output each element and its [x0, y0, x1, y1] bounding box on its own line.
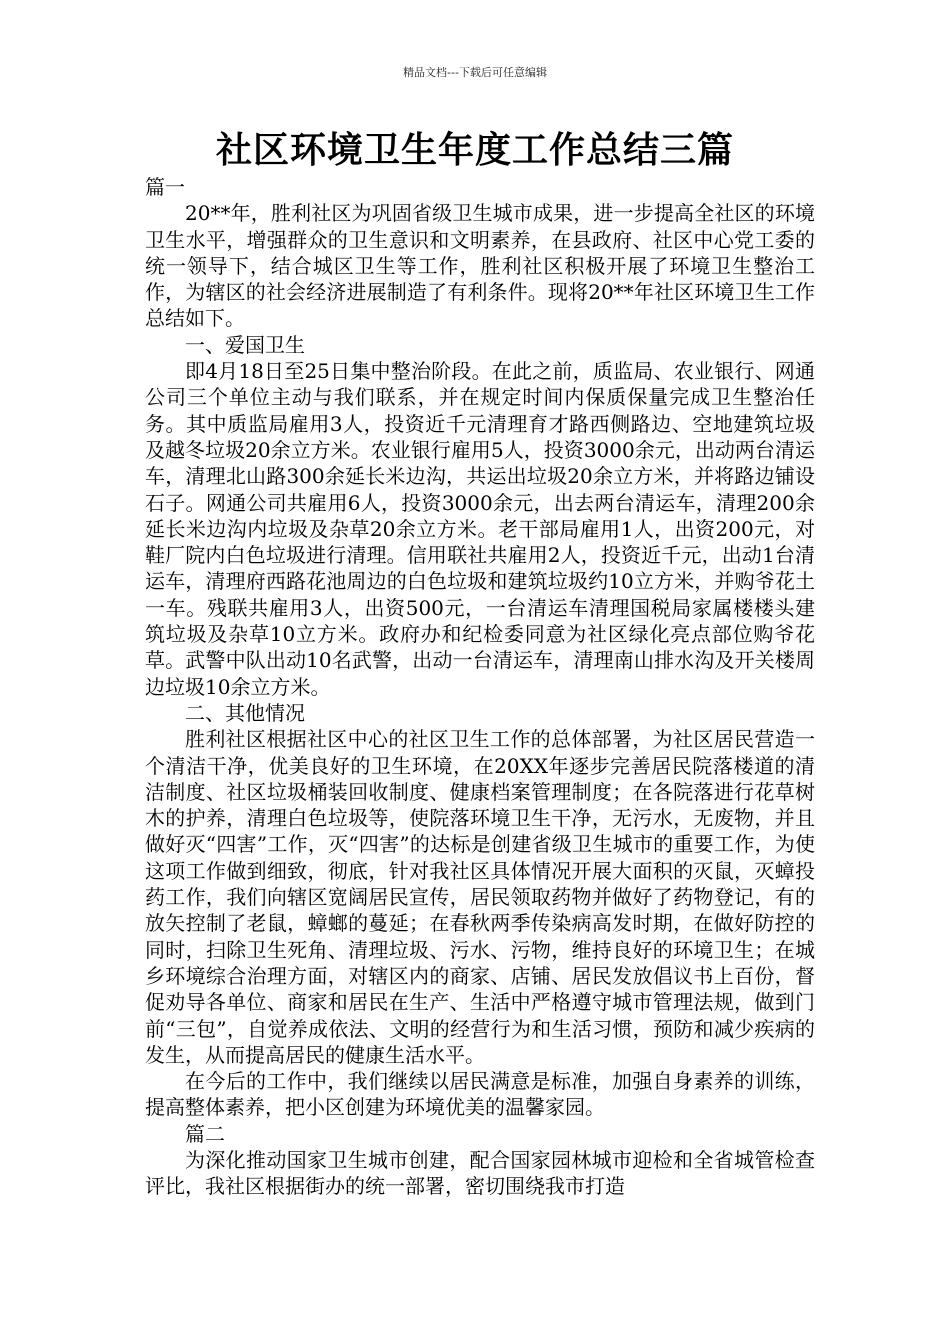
document-body	[145, 174, 815, 1200]
header-note: 精品文档---下载后可任意编辑	[403, 66, 547, 79]
paragraph-other-situations: 胜利社区根据社区中心的社区卫生工作的总体部署，为社区居民营造一个清洁干净，优美良好的卫生环境，在20XX年逐步完善居民院落楼道的清洁制度、社区垃圾桶装回收制度、健康档案管理制度；在各院落进行花草树木的护养，清理白色垃圾等，使院落环境卫生干净，无污水，无废物，并且做好灭“四害”工作，灭“四害”的达标是创建省级卫生城市的重要工作，为使这项工作做到细致，彻底，针对我社区具体情况开展大面积的灭鼠，灭蟑投药工作，我们向辖区宽阔居民宣传，居民领取药物并做好了药物登记，有的放矢控制了老鼠，蟑螂的蔓延；在春秋两季传染病高发时期，在做好防控的同时，扫除卫生死角、清理垃圾、污水、污物，维持良好的环境卫生；在城乡环境综合治理方面，对辖区内的商家、店铺、居民发放倡议书上百份，督促劝导各单位、商家和居民在生产、生活中严格遵守城市管理法规，做到门前“三包”，自觉养成依法、文明的经营行为和生活习惯，预防和减少疾病的发生，从而提高居民的健康生活水平。	[145, 727, 815, 1067]
section-label-part-1: 篇一	[145, 175, 185, 199]
heading-patriotic-hygiene: 一、爱国卫生	[185, 332, 305, 357]
heading-other-situations: 二、其他情况	[185, 700, 305, 725]
document-title: 社区环境卫生年度工作总结三篇	[215, 130, 734, 171]
paragraph-patriotic-hygiene: 即4月18日至25日集中整治阶段。在此之前，质监局、农业银行、网通公司三个单位主动与我们联系，并在规定时间内保质保量完成卫生整治任务。其中质监局雇用3人，投资近千元清理育才路西侧路边、空地建筑垃圾及越冬垃圾20余立方米。农业银行雇用5人，投资3000余元，出动两台清运车，清理北山路300余延长米边沟，共运出垃圾20余立方米，并将路边铺设石子。网通公司共雇用6人，投资3000余元，出去两台清运车，清理200余延长米边沟内垃圾及杂草20余立方米。老干部局雇用1人，出资200元，对鞋厂院内白色垃圾进行清理。信用联社共雇用2人，投资近千元，出动1台清运车，清理府西路花池周边的白色垃圾和建筑垃圾约10立方米，并购爷花土一车。残联共雇用3人，出资500元，一台清运车清理国税局家属楼楼头建筑垃圾及杂草10立方米。政府办和纪检委同意为社区绿化亮点部位购爷花草。武警中队出动10名武警，出动一台清运车，清理南山排水沟及开关楼周边垃圾10余立方米。	[145, 359, 815, 699]
paragraph-part-2-intro: 为深化推动国家卫生城市创建，配合国家园林城市迎检和全省城管检查评比，我社区根据街办的统一部署，密切围绕我市打造	[145, 1147, 815, 1199]
section-label-part-2: 篇二	[185, 1121, 225, 1146]
paragraph-future-work: 在今后的工作中，我们继续以居民满意是标准，加强自身素养的训练，提高整体素养，把小区创建为环境优美的温馨家园。	[145, 1069, 815, 1120]
paragraph-intro: 20**年，胜利社区为巩固省级卫生城市成果，进一步提高全社区的环境卫生水平，增强群众的卫生意识和文明素养，在县政府、社区中心党工委的统一领导下，结合城区卫生等工作，胜利社区积极开展了环境卫生整治工作，为辖区的社会经济进展制造了有利条件。现将20**年社区环境卫生工作总结如下。	[145, 201, 815, 331]
